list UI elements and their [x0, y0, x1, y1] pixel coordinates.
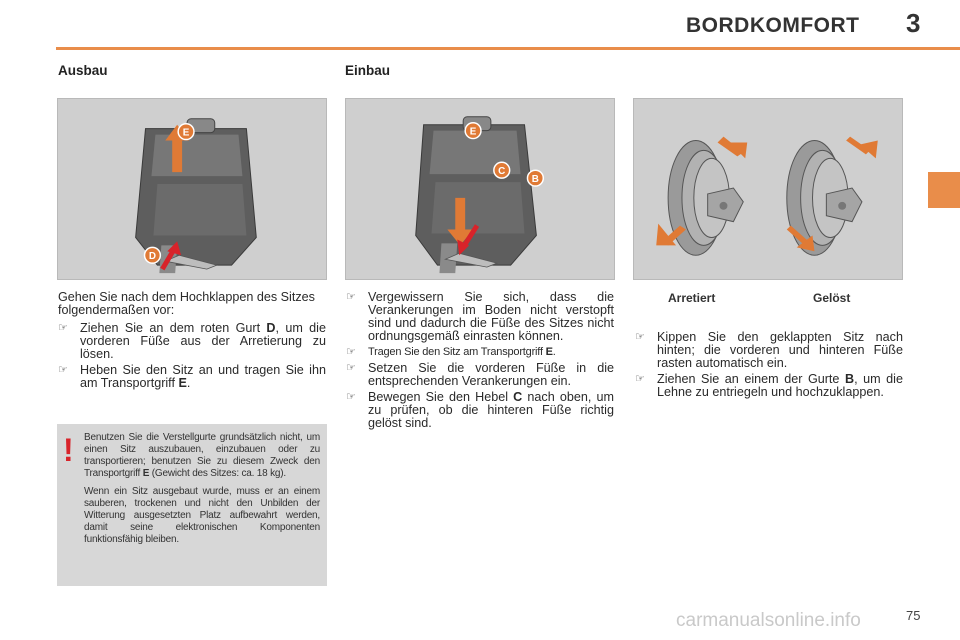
watermark: carmanualsonline.info [676, 610, 861, 631]
header-rule [56, 47, 960, 50]
pointing-hand-icon: ☞ [635, 331, 645, 343]
chapter-title: BORDKOMFORT [686, 14, 860, 37]
callout-label: B [531, 174, 539, 186]
list-item: ☞ Heben Sie den Sitz an und tragen Sie ihn am Transportgriff E. [58, 363, 326, 390]
page-number: 75 [906, 608, 921, 623]
section-title-ausbau: Ausbau [58, 63, 108, 78]
pointing-hand-icon: ☞ [346, 362, 356, 374]
chapter-tab[interactable] [928, 172, 960, 208]
pointing-hand-icon: ☞ [58, 322, 68, 334]
removal-intro: Gehen Sie nach dem Hochklappen des Sitzes folgendermaßen vor: [58, 290, 315, 317]
chapter-number: 3 [906, 8, 921, 38]
pointing-hand-icon: ☞ [346, 391, 356, 403]
seat-installation-illustration [345, 98, 615, 280]
callout-label: E [182, 127, 190, 139]
exclamation-icon: ! [63, 432, 74, 468]
section-title-einbau: Einbau [345, 63, 391, 78]
installation-instructions [346, 291, 614, 433]
list-item: ☞ Bewegen Sie den Hebel C nach oben, um zu prüfen, ob die hinteren Füße richtig gelöst sind. [346, 390, 614, 430]
seat-removal-illustration [57, 98, 327, 280]
list-item: ☞ Vergewissern Sie sich, dass die Verankerungen im Boden nicht verstopft sind und dadurch die Füße des Sitzes nicht ordnungsgemäß einrasten können. [346, 290, 614, 343]
callout-label: D [148, 251, 157, 263]
removal-instructions [58, 291, 326, 393]
callout-label: E [469, 126, 477, 138]
warning-text: Benutzen Sie die Verstellgurte grundsätzlich nicht, um einen Sitz auszubauen, einzubauen oder zu transportieren; benutzen Sie zu diesem Zweck den Transportgriff E (Gewicht des Sitzes: ca. 18 kg). Wenn ein Sitz ausgebaut wurde, muss er an einem sauberen, trockenen und nicht den Unbilden der Witterung ausgesetzten Platz aufbewahrt werden, damit seine elektronischen Komponenten funktionsfähig bleiben. [84, 432, 320, 545]
list-item: ☞ Ziehen Sie an dem roten Gurt D, um die vorderen Füße aus der Arretierung zu lösen. [58, 321, 326, 361]
seat-feet-illustration [633, 98, 903, 280]
list-item: ☞ Setzen Sie die vorderen Füße in die entsprechenden Verankerungen ein. [346, 361, 614, 388]
caption-locked: Arretiert [668, 291, 716, 305]
caption-released: Gelöst [813, 291, 851, 305]
pointing-hand-icon: ☞ [58, 364, 68, 376]
pointing-hand-icon: ☞ [346, 291, 356, 303]
pointing-hand-icon: ☞ [635, 373, 645, 385]
list-item: ☞ Tragen Sie den Sitz am Transportgriff E. [346, 346, 556, 358]
list-item: ☞ Kippen Sie den geklappten Sitz nach hinten; die vorderen und hinteren Füße rasten automatisch ein. [635, 330, 903, 370]
list-item: ☞ Ziehen Sie an einem der Gurte B, um die Lehne zu entriegeln und hochzuklappen. [635, 372, 903, 399]
fold-instructions [635, 331, 903, 402]
warning-box [57, 424, 327, 586]
callout-label: C [498, 166, 506, 178]
pointing-hand-icon: ☞ [346, 346, 356, 358]
